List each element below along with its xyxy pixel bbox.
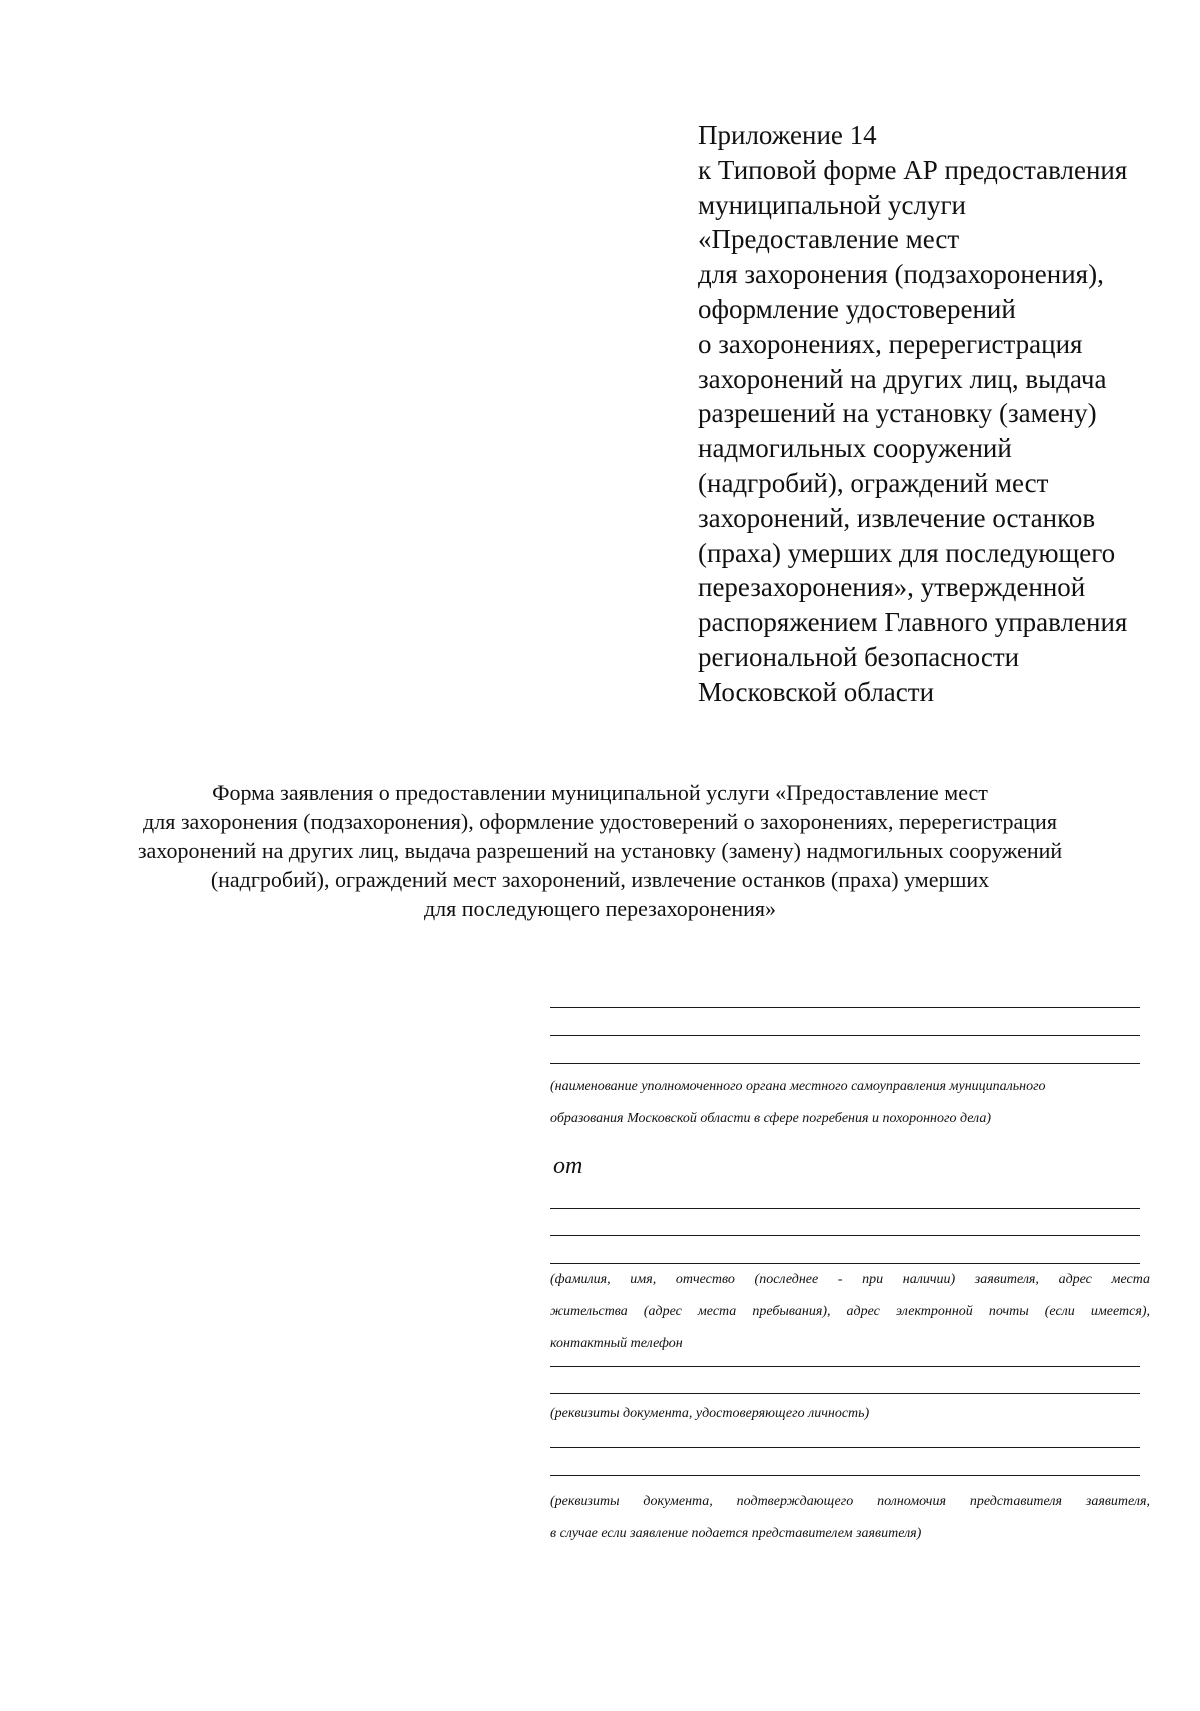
- form-title: [0, 778, 1200, 923]
- authority-name-line[interactable]: [550, 1035, 1140, 1036]
- authority-caption: [550, 1071, 1150, 1135]
- form-title-line: Форма заявления о предоставлении муниципальной услуги «Предоставление мест: [212, 780, 988, 805]
- representative-document-line[interactable]: [550, 1475, 1140, 1476]
- appendix-line: о захоронениях, перерегистрация: [698, 328, 1083, 359]
- appendix-line: региональной безопасности: [698, 641, 1020, 672]
- caption-line: контактный телефон: [550, 1336, 683, 1351]
- appendix-line: Московской области: [698, 676, 935, 707]
- caption-line: образования Московской области в сфере погребения и похоронного дела): [550, 1111, 991, 1126]
- appendix-line: (надгробий), ограждений мест: [698, 467, 1049, 498]
- id-document-caption: (реквизиты документа, удостоверяющего личность): [550, 1406, 870, 1421]
- appendix-line: «Предоставление мест: [698, 224, 960, 255]
- authority-name-line[interactable]: [550, 1063, 1140, 1064]
- representative-document-line[interactable]: [550, 1447, 1140, 1448]
- form-title-line: для последующего перезахоронения»: [423, 896, 777, 921]
- appendix-line: оформление удостоверений: [698, 293, 1016, 324]
- appendix-line: захоронений на других лиц, выдача: [698, 363, 1107, 394]
- caption-line: (фамилия, имя, отчество (последнее - при наличии) заявителя, адрес места: [550, 1272, 1150, 1287]
- form-title-line: для захоронения (подзахоронения), оформление удостоверений о захоронениях, перерегистрация: [143, 809, 1057, 834]
- caption-line: (реквизиты документа, подтверждающего полномочия представителя заявителя,: [550, 1494, 1150, 1509]
- caption-line: в случае если заявление подается представителем заявителя): [550, 1526, 922, 1541]
- id-document-line[interactable]: [550, 1366, 1140, 1367]
- appendix-line: (праха) умерших для последующего: [698, 537, 1116, 568]
- appendix-line: муниципальной услуги: [698, 189, 966, 220]
- applicant-line[interactable]: [550, 1235, 1140, 1236]
- authority-name-line[interactable]: [550, 1007, 1140, 1008]
- applicant-line[interactable]: [550, 1208, 1140, 1209]
- appendix-header: [698, 118, 1178, 710]
- appendix-line: распоряжением Главного управления: [698, 607, 1128, 638]
- appendix-line: перезахоронения», утвержденной: [698, 572, 1086, 603]
- caption-line: жительства (адрес места пребывания), адрес электронной почты (если имеется),: [550, 1304, 1150, 1319]
- appendix-line: надмогильных сооружений: [698, 433, 1012, 464]
- from-label: от: [553, 1153, 583, 1179]
- appendix-line: Приложение 14: [698, 120, 877, 150]
- appendix-line: разрешений на установку (замену): [698, 398, 1097, 429]
- applicant-caption: [550, 1264, 1150, 1360]
- form-title-line: захоронений на других лиц, выдача разрешений на установку (замену) надмогильных сооружений: [137, 838, 1063, 863]
- form-title-line: (надгробий), ограждений мест захоронений, извлечение останков (праха) умерших: [210, 867, 990, 892]
- id-document-line[interactable]: [550, 1393, 1140, 1394]
- appendix-line: для захоронения (подзахоронения),: [698, 259, 1104, 290]
- caption-line: (наименование уполномоченного органа местного самоуправления муниципального: [550, 1079, 1046, 1094]
- appendix-line: захоронений, извлечение останков: [698, 502, 1096, 533]
- appendix-line: к Типовой форме АР предоставления: [698, 154, 1128, 185]
- representative-caption: [550, 1486, 1150, 1550]
